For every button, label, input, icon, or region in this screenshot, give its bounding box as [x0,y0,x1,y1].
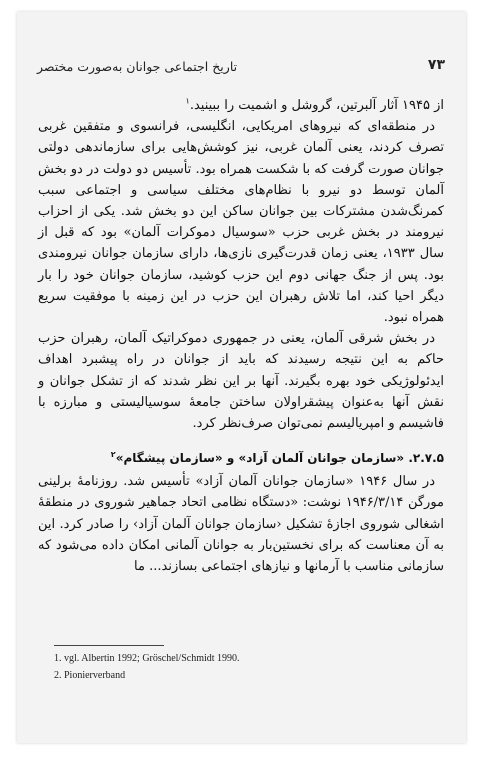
page-number: ۷۳ [427,57,445,73]
footnote-ref-2: ۲ [110,450,116,460]
page-header [37,55,445,79]
footnotes [54,650,240,684]
footnote-ref-1: ۱ [185,96,190,106]
section-number: ۲.۷.۵. [408,451,444,466]
paragraph-1-text: از ۱۹۴۵ آثار آلبرتین، گروشل و اشمیت را ببینید. [189,98,444,113]
footnote-1: 1. vgl. Albertin 1992; Gröschel/Schmidt 1990. [54,653,240,664]
footnote-2: 2. Pionierverband [54,670,126,681]
paragraph-1 [38,95,444,116]
section-title: «سازمان جوانان آلمان آزاد» و «سازمان پیشگام» [115,451,405,466]
body-text [38,95,444,577]
paragraph-2: در منطقه‌ای که نیروهای امریکایی، انگلیسی، فرانسوی و متفقین غربی تصرف کردند، یعنی آلمان غربی، نیز کوشش‌هایی برای سازماندهی دولتی جوانان صورت گرفت که با شکست همراه بود. تأسیس دو دولت در دو بخش آلمان توسط دو نیرو با نظام‌های مختلف سیاسی و اجتماعی سبب کمرنگ‌شدن مشترکات بین جوانان ساکن این دو بخش شد. یکی از احزاب نیرومند در بخش غربی حزب «سوسیال دموکرات آلمان» بود که قبل از سال ۱۹۳۳، یعنی زمان قدرت‌گیری نازی‌ها، دارای سازمان جوانان نیرومندی بود. پس از جنگ جهانی دوم این حزب کوشید، سازمان جوانان خود را بار دیگر احیا کند، اما تلاش رهبران این حزب در این زمینه با موفقیت سریع همراه نبود. [38,119,444,326]
running-title: تاریخ اجتماعی جوانان به‌صورت مختصر [37,59,238,74]
paragraph-3: در بخش شرقی آلمان، یعنی در جمهوری دموکراتیک آلمان، رهبران حزب حاکم به این نتیجه رسیدند که باید از جوانان در راه پیشبرد اهداف ایدئولوژیکی خود بهره بگیرند. آنها بر این نظر شدند که از تشکل جوانان و نقش آنها به‌عنوان پیشقراولان ساختن جامعهٔ سوسیالیستی و مبارزه با فاشیسم و امپریالیسم نمی‌توان صرف‌نظر کرد. [38,331,444,432]
section-heading [38,448,444,469]
footnote-divider [54,645,164,646]
paragraph-4: در سال ۱۹۴۶ «سازمان جوانان آلمان آزاد» تأسیس شد. روزنامهٔ برلینی مورگن ۱۹۴۶/۳/۱۴ نوشت: «دستگاه نظامی اتحاد جماهیر شوروی در منطقهٔ اشغالی شوروی اجازهٔ تشکیل ‹سازمان جوانان آلمان آزاد› را صادر کرد. این به آن معناست که برای نخستین‌بار به جوانان آلمانی امکان داده می‌شود که سازمانی مناسب با آرمانها و نیازهای اجتماعی بسازند... ما [38,474,444,575]
